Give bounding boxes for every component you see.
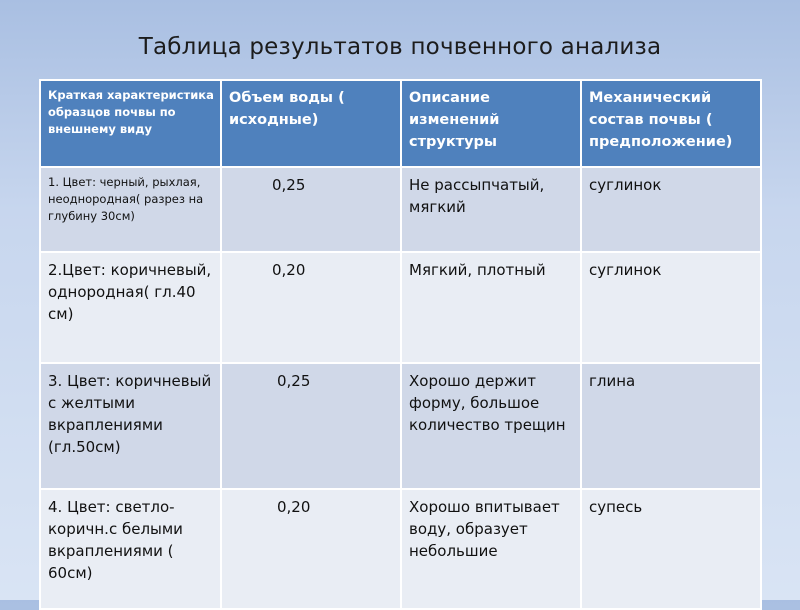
cell-description: Хорошо держит форму, большое количество трещин — [401, 363, 581, 489]
table-row — [40, 167, 761, 252]
header-description: Описание изменений структуры — [401, 80, 581, 167]
cell-description: Хорошо впитывает воду, образует небольшие — [401, 489, 581, 609]
cell-composition: суглинок — [581, 167, 761, 252]
table-row — [40, 489, 761, 609]
cell-composition: суглинок — [581, 252, 761, 363]
cell-sample: 1. Цвет: черный, рыхлая, неоднородная( разрез на глубину 30см) — [40, 167, 221, 252]
header-composition: Механический состав почвы ( предположение) — [581, 80, 761, 167]
header-sample: Краткая характеристика образцов почвы по внешнему виду — [40, 80, 221, 167]
table-header-row — [40, 80, 761, 167]
cell-sample: 3. Цвет: коричневый с желтыми вкраплениями (гл.50см) — [40, 363, 221, 489]
cell-volume: 0,25 — [221, 167, 401, 252]
header-volume: Объем воды ( исходные) — [221, 80, 401, 167]
cell-sample: 2.Цвет: коричневый, однородная( гл.40 см) — [40, 252, 221, 363]
page-title: Таблица результатов почвенного анализа — [138, 34, 662, 60]
cell-composition: супесь — [581, 489, 761, 609]
cell-volume: 0,20 — [221, 489, 401, 609]
table-row — [40, 363, 761, 489]
cell-volume: 0,25 — [221, 363, 401, 489]
cell-description: Мягкий, плотный — [401, 252, 581, 363]
cell-sample: 4. Цвет: светло-коричн.с белыми вкраплениями ( 60см) — [40, 489, 221, 609]
cell-volume: 0,20 — [221, 252, 401, 363]
soil-analysis-table — [39, 79, 762, 610]
cell-composition: глина — [581, 363, 761, 489]
table-row — [40, 252, 761, 363]
cell-description: Не рассыпчатый, мягкий — [401, 167, 581, 252]
